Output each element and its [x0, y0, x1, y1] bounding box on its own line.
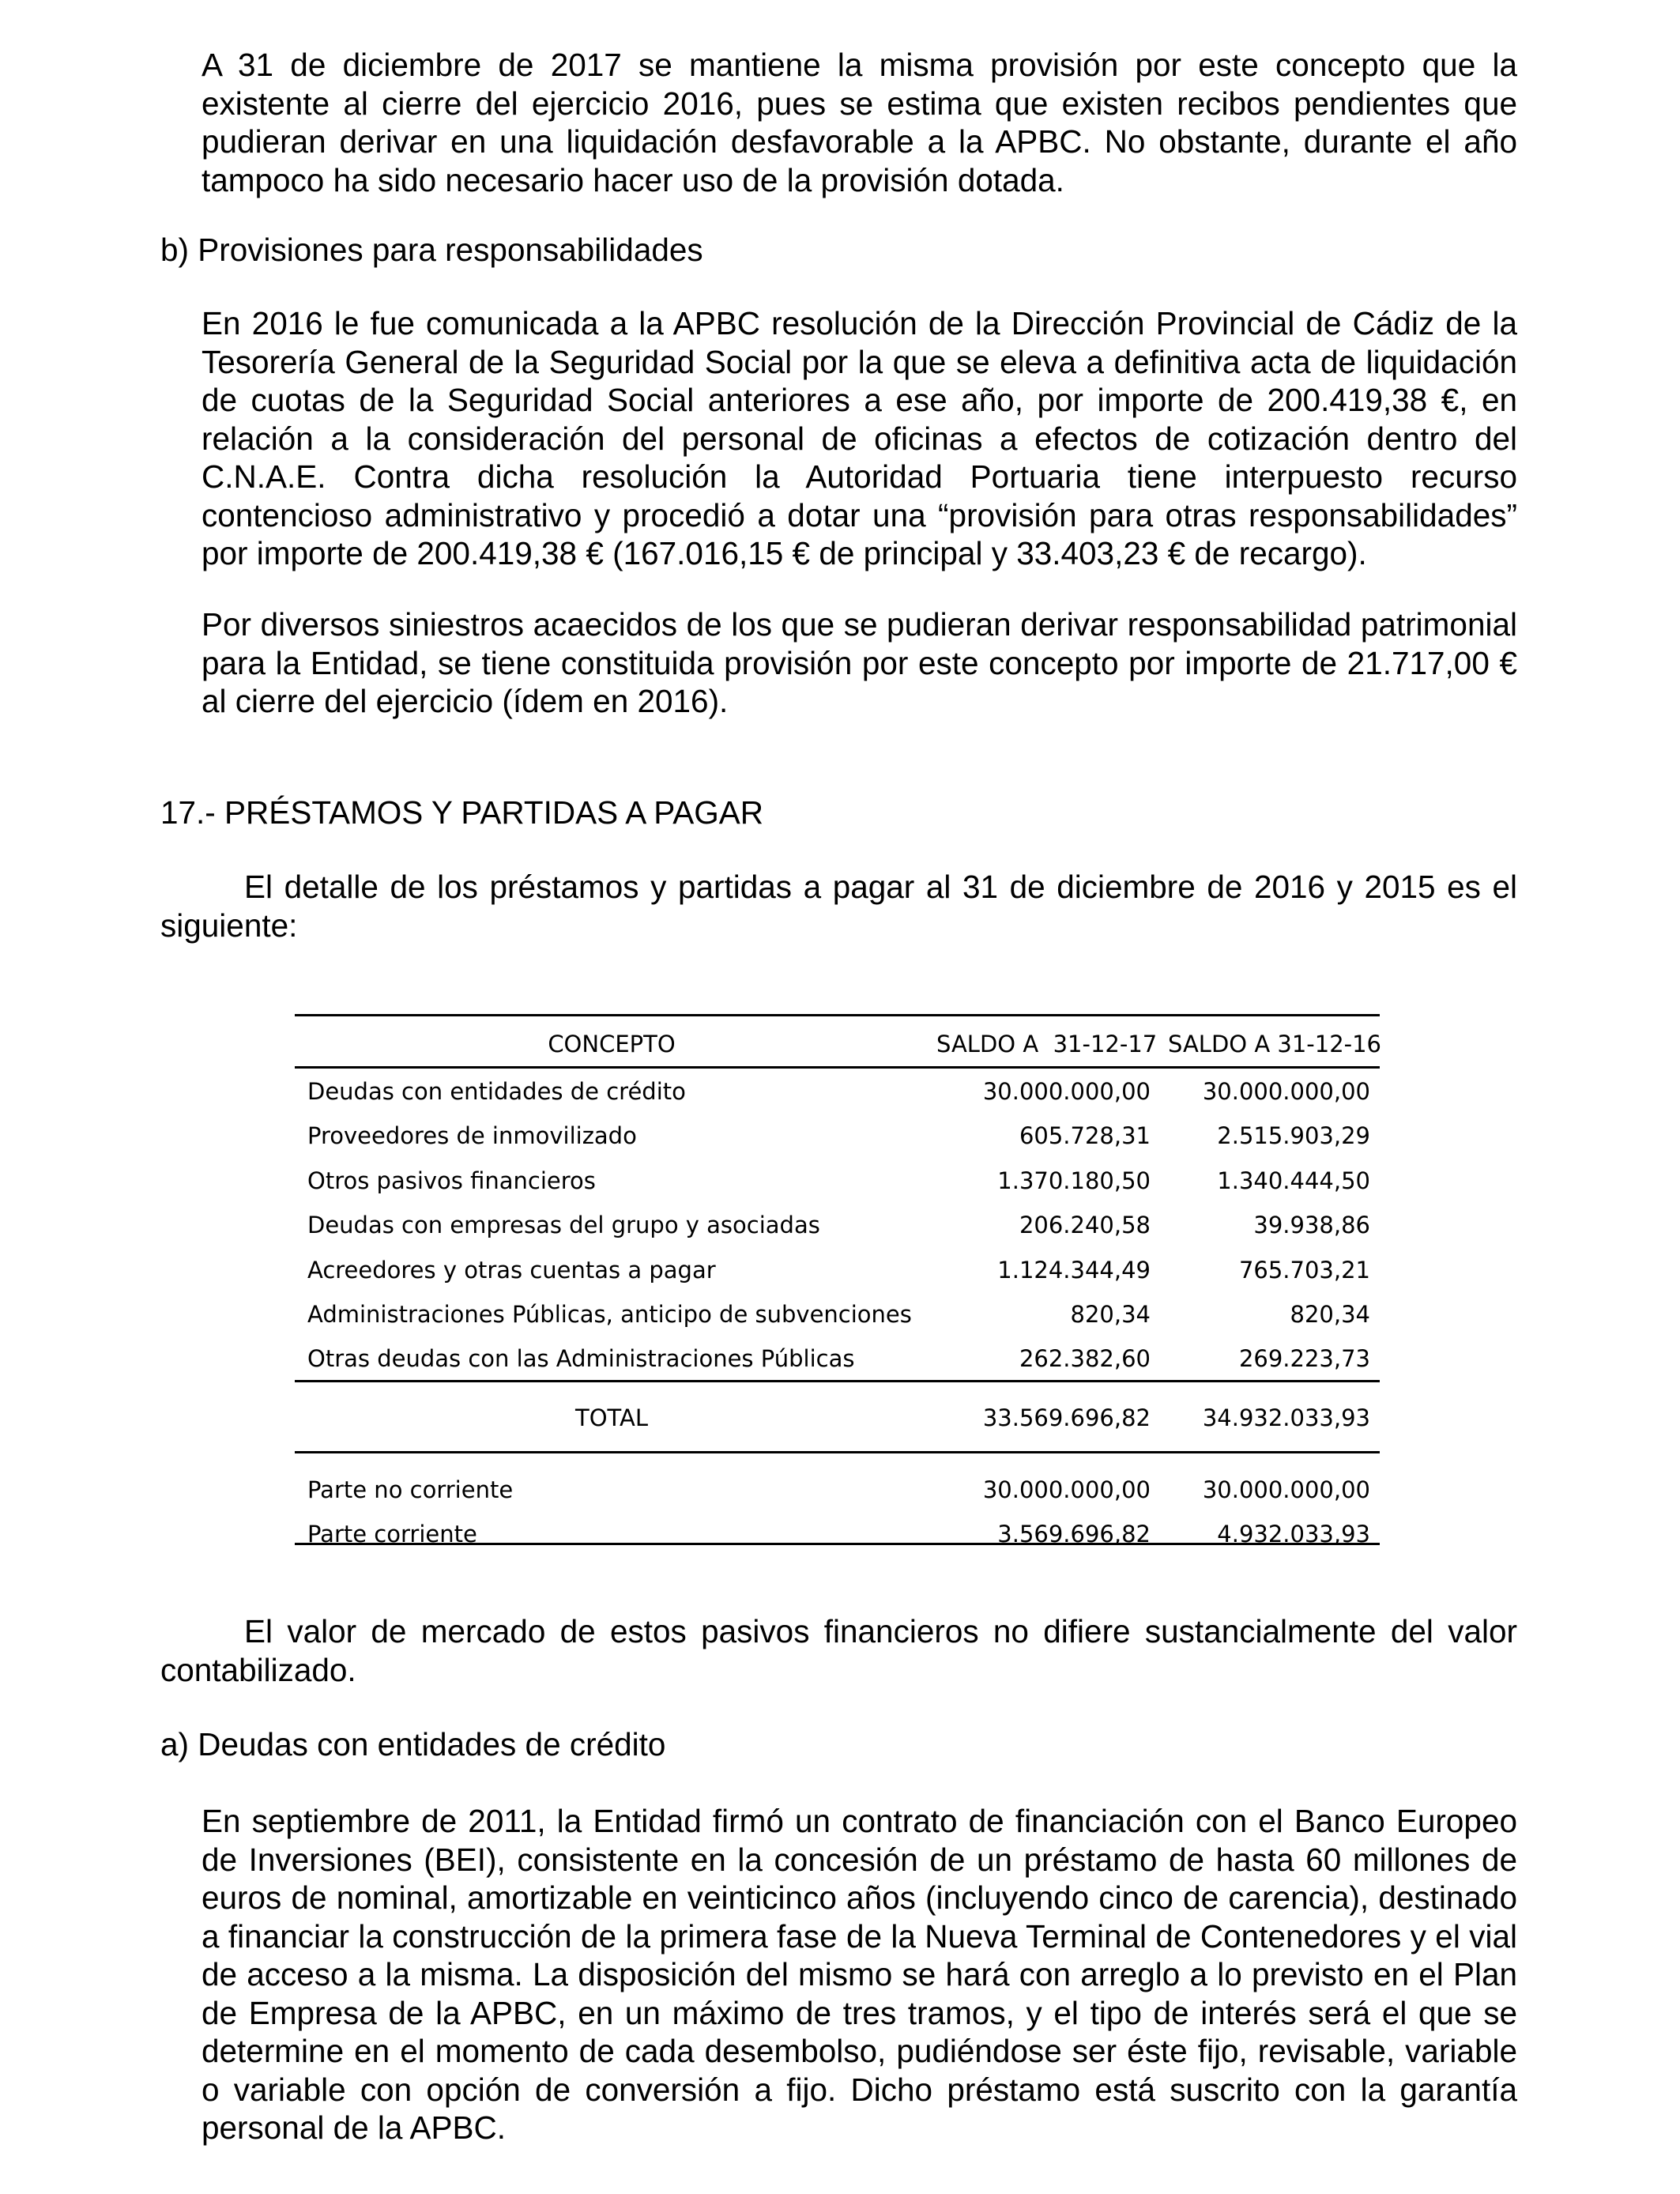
row-value-2016: 39.938,86 — [1253, 1212, 1370, 1238]
row-value-2017: 206.240,58 — [1019, 1212, 1151, 1238]
part-value-2017: 30.000.000,00 — [982, 1476, 1151, 1503]
table-part-row — [295, 1474, 1380, 1506]
table-row — [295, 1299, 1380, 1330]
row-value-2017: 30.000.000,00 — [982, 1078, 1151, 1105]
row-concept: Deudas con empresas del grupo y asociadas — [307, 1212, 820, 1238]
row-concept: Proveedores de inmovilizado — [307, 1122, 637, 1149]
table-header-rule — [295, 1066, 1380, 1069]
table-row — [295, 1076, 1380, 1107]
table-row — [295, 1120, 1380, 1152]
row-concept: Otros pasivos financieros — [307, 1167, 596, 1194]
paragraph-siniestros: Por diversos siniestros acaecidos de los que se pudieran derivar responsabilidad patrimonial para la Entidad, se tiene constituida provisión por este concepto por importe de 21.717,00 € al cierre del ejercicio (ídem en 2016). — [202, 606, 1517, 719]
paragraph-contrato-bei: En septiembre de 2011, la Entidad firmó un contrato de financiación con el Banco Europeo de Inversiones (BEI), consistente en la concesión de un préstamo de hasta 60 millones de euros de nominal, amortizable en veinticinco años (incluyendo cinco de carencia), destinado a financiar la construcción de la primera fase de la Nueva Terminal de Contenedores y el vial de acceso a la misma. La disposición del mismo se hará con arreglo a lo previsto en el Plan de Empresa de la APBC, en un máximo de tres tramos, y el tipo de interés será el que se determine en el momento de cada desembolso, pudiéndose ser éste fijo, revisable, variable o variable con opción de conversión a fijo. Dicho préstamo está suscrito con la garantía personal de la APBC. — [202, 1803, 1517, 2146]
row-value-2017: 262.382,60 — [1019, 1345, 1151, 1372]
row-value-2016: 2.515.903,29 — [1217, 1122, 1370, 1149]
row-concept: Otras deudas con las Administraciones Públicas — [307, 1345, 855, 1372]
total-2016: 34.932.033,93 — [1202, 1404, 1370, 1431]
row-value-2016: 269.223,73 — [1238, 1345, 1370, 1372]
row-concept: Acreedores y otras cuentas a pagar — [307, 1257, 716, 1284]
paragraph-detalle-prestamos: El detalle de los préstamos y partidas a pagar al 31 de diciembre de 2016 y 2015 es el siguiente: — [160, 869, 1517, 944]
table-bottom-rule — [295, 1543, 1380, 1545]
table-top-rule — [295, 1014, 1380, 1016]
row-value-2016: 820,34 — [1290, 1301, 1370, 1328]
paragraph-tgss-resolucion: En 2016 le fue comunicada a la APBC resolución de la Dirección Provincial de Cádiz de la Tesorería General de la Seguridad Social por la que se eleva a definitiva acta de liquidación de cuotas de la Seguridad Social anteriores a ese año, por importe de 200.419,38 €, en relación a la consideración del personal de oficinas a efectos de cotización dentro del C.N.A.E. Contra dicha resolución la Autoridad Portuaria tiene interpuesto recurso contencioso administrativo y procedió a dotar una “provisión para otras responsabilidades” por importe de 200.419,38 € (167.016,15 € de principal y 33.403,23 € de recargo). — [202, 305, 1517, 571]
row-value-2016: 1.340.444,50 — [1217, 1167, 1370, 1194]
header-saldo-2017: SALDO A 31-12-17 — [936, 1031, 1158, 1057]
table-row — [295, 1343, 1380, 1374]
part-value-2017: 3.569.696,82 — [997, 1521, 1151, 1547]
row-concept: Administraciones Públicas, anticipo de subvenciones — [307, 1301, 912, 1328]
row-value-2017: 1.124.344,49 — [997, 1257, 1151, 1284]
part-value-2016: 30.000.000,00 — [1202, 1476, 1370, 1503]
heading-provisiones-responsabilidades: b) Provisiones para responsabilidades — [160, 232, 703, 268]
total-2017: 33.569.696,82 — [982, 1404, 1151, 1431]
row-value-2017: 1.370.180,50 — [997, 1167, 1151, 1194]
row-value-2017: 820,34 — [1070, 1301, 1151, 1328]
part-label: Parte no corriente — [307, 1476, 514, 1503]
header-concepto: CONCEPTO — [548, 1031, 676, 1057]
table-header-row — [295, 1028, 1380, 1060]
part-label: Parte corriente — [307, 1521, 477, 1547]
total-label: TOTAL — [575, 1404, 648, 1431]
paragraph-provision-2017: A 31 de diciembre de 2017 se mantiene la misma provisión por este concepto que la existente al cierre del ejercicio 2016, pues se estima que existen recibos pendientes que pudieran derivar en una liquidación desfavorable a la APBC. No obstante, durante el año tampoco ha sido necesario hacer uso de la provisión dotada. — [202, 47, 1517, 198]
part-value-2016: 4.932.033,93 — [1217, 1521, 1370, 1547]
table-total-rule — [295, 1451, 1380, 1453]
table-subtotal-rule — [295, 1380, 1380, 1382]
row-value-2016: 30.000.000,00 — [1202, 1078, 1370, 1105]
row-value-2017: 605.728,31 — [1019, 1122, 1151, 1149]
row-value-2016: 765.703,21 — [1238, 1257, 1370, 1284]
table-row — [295, 1209, 1380, 1241]
table-row — [295, 1165, 1380, 1197]
table-row — [295, 1254, 1380, 1286]
section-heading-17: 17.- PRÉSTAMOS Y PARTIDAS A PAGAR — [160, 794, 764, 831]
table-total-row — [295, 1402, 1380, 1434]
paragraph-valor-mercado: El valor de mercado de estos pasivos financieros no difiere sustancialmente del valor contabilizado. — [160, 1613, 1517, 1688]
table-part-row — [295, 1518, 1380, 1550]
row-concept: Deudas con entidades de crédito — [307, 1078, 686, 1105]
header-saldo-2016: SALDO A 31-12-16 — [1168, 1031, 1382, 1057]
heading-deudas-entidades-credito: a) Deudas con entidades de crédito — [160, 1726, 666, 1762]
